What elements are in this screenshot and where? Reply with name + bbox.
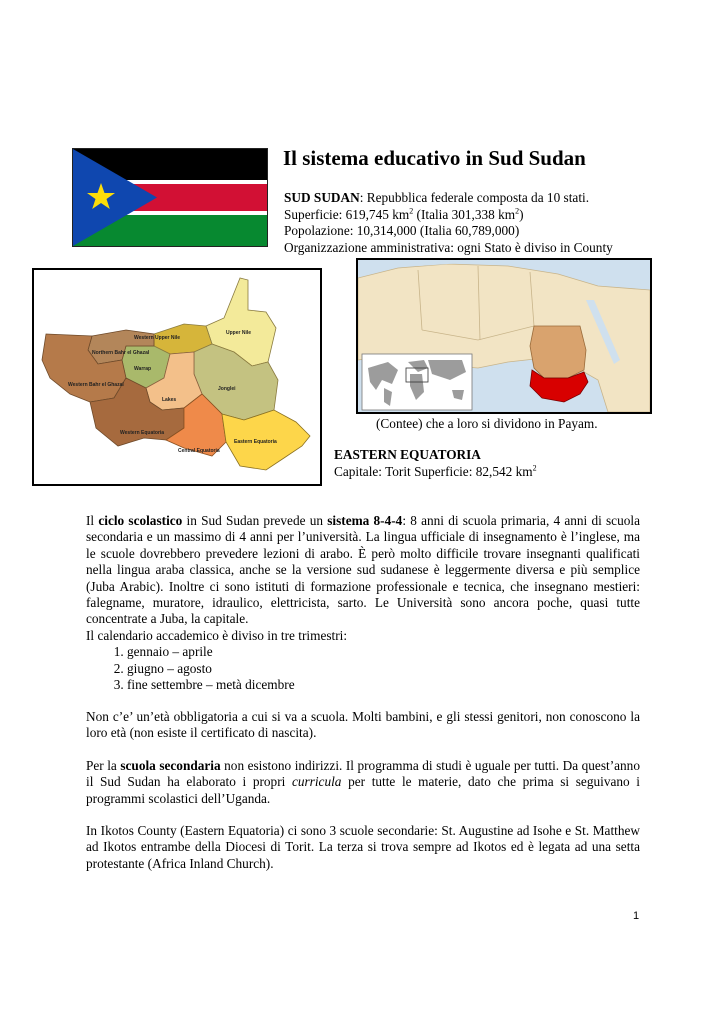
list-item: 2. giugno – agosto	[127, 661, 640, 677]
text: per tutte le materie, dato che prima si seguivano i programmi scolastici dell’Uganda.	[86, 774, 640, 806]
country-label: SUD SUDAN	[284, 190, 360, 205]
italic-term: curricula	[291, 774, 342, 790]
surface-italy: (Italia 301,338 km	[413, 206, 516, 222]
country-info	[284, 190, 613, 256]
label-northern-bahr: Northern Bahr el Ghazal	[92, 350, 150, 356]
map-caption: (Contee) che a loro si dividono in Payam.	[376, 416, 598, 431]
text: Per la	[86, 758, 121, 773]
list-item: 1. gennaio – aprile	[127, 644, 640, 660]
superscript: 2	[515, 206, 520, 216]
eastern-equatoria-capital-line	[334, 464, 537, 481]
text: Il	[86, 513, 99, 528]
label-upper-nile: Upper Nile	[226, 330, 252, 336]
page-title: Il sistema educativo in Sud Sudan	[283, 146, 586, 170]
paragraph-age: Non c’e’ un’età obbligatoria a cui si va a scuola. Molti bambini, e gli stessi genitori, non conoscono la loro età (non esiste il certificato di nascita).	[86, 709, 640, 741]
bold-term: sistema 8-4-4	[327, 513, 403, 528]
bold-term: scuola secondaria	[120, 758, 221, 773]
surface-text: Superficie: 619,745 km	[284, 206, 410, 222]
text: in Sud Sudan prevede un	[182, 513, 328, 528]
terms-list	[86, 644, 640, 693]
school-cycle-section	[86, 513, 640, 693]
country-line	[284, 190, 613, 207]
sudan-region	[530, 326, 586, 378]
world-inset	[362, 354, 472, 410]
states-map-graphic	[34, 270, 320, 484]
calendar-intro: Il calendario accademico è diviso in tre trimestri:	[86, 627, 348, 643]
label-eastern-equatoria: Eastern Equatoria	[234, 439, 277, 445]
paragraph-school-cycle	[86, 513, 640, 628]
south-sudan-flag	[72, 148, 268, 247]
superscript: 2	[532, 463, 537, 473]
eastern-equatoria-info	[334, 447, 537, 480]
bold-term: ciclo scolastico	[98, 513, 183, 528]
label-lakes: Lakes	[162, 397, 177, 403]
surface-line	[284, 207, 613, 224]
population-line: Popolazione: 10,314,000 (Italia 60,789,000)	[284, 223, 520, 238]
paragraph-ikotos: In Ikotos County (Eastern Equatoria) ci sono 3 scuole secondarie: St. Augustine ad Isohe e St. Matthew ad Ikotos entrambe della Diocesi di Torit. La terza si trova sempre ad Ikotos ed è legata ad una setta protestante (Africa Inland Church).	[86, 823, 640, 871]
eastern-equatoria-capital: Capitale: Torit Superficie: 82,542 km	[334, 463, 533, 479]
locator-map	[356, 258, 652, 414]
label-central-equatoria: Central Equatoria	[178, 448, 220, 454]
states-map	[32, 268, 322, 486]
paragraph-secondary-school	[86, 758, 640, 807]
flag-graphic	[73, 149, 267, 246]
label-western-upper-nile: Western Upper Nile	[134, 335, 181, 341]
list-item: 3. fine settembre – metà dicembre	[127, 677, 640, 693]
label-western-bahr: Western Bahr el Ghazal	[68, 382, 124, 388]
superscript: 2	[409, 206, 414, 216]
locator-map-graphic	[358, 260, 650, 412]
label-western-equatoria: Western Equatoria	[120, 430, 165, 436]
admin-line: Organizzazione amministrativa: ogni Stato è diviso in County	[284, 239, 613, 255]
page-number: 1	[633, 910, 640, 922]
country-desc: : Repubblica federale composta da 10 stati.	[359, 190, 590, 205]
eastern-equatoria-heading: EASTERN EQUATORIA	[334, 447, 481, 462]
text: : 8 anni di scuola primaria, 4 anni di scuola secondaria e un massimo di 4 anni per l’università. La lingua ufficiale di insegnamento è l’inglese, ma le scuole dovrebbero prevedere lezioni di arabo. È però molto difficile trovare insegnanti qualificati nella lingua araba classica, anche se la versione sud sudanese è leggermente diversa e più semplice (Juba Arabic). Inoltre ci sono istituti di formazione professionale e tecnica, che insegnano mestieri: falegname, muratore, idraulico, elettricista, sarto. Le Università sono ancora poche, quasi tutte concentrate a Juba, la capitale.	[86, 513, 640, 627]
label-jonglei: Jonglei	[218, 386, 236, 392]
label-warrap: Warrap	[134, 366, 152, 372]
text: non esistono indirizzi. Il programma di studi è uguale per tutti. Da quest’anno il Sud Sudan ha elaborato i propri	[86, 758, 640, 790]
surface-close: )	[519, 206, 524, 222]
